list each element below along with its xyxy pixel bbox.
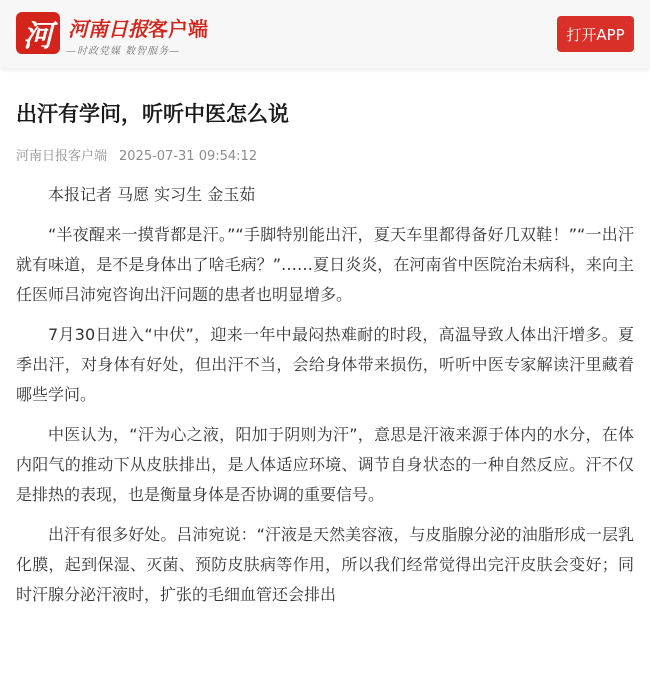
article-paragraph: 出汗有很多好处。吕沛宛说：“汗液是天然美容液，与皮脂腺分泌的油脂形成一层乳化膜，起到保湿、灭菌、预防皮肤病等作用，所以我们经常觉得出完汗皮肤会变好；同时汗腺分泌汗液时，扩张的毛细血管还会排出: [16, 525, 634, 605]
article-byline: 本报记者 马愿 实习生 金玉茹: [48, 185, 256, 205]
article-date: 2025-07-31 09:54:12: [119, 149, 258, 165]
app-header: [0, 0, 650, 68]
henan-daily-logo-icon[interactable]: 河: [16, 12, 60, 54]
article-paragraph: 中医认为，“汗为心之液，阳加于阴则为汗”，意思是汗液来源于体内的水分，在体内阳气的推动下从皮肤排出，是人体适应环境、调节自身状态的一种自然反应。汗不仅是排热的表现，也是衡量身体是否协调的重要信号。: [16, 425, 634, 505]
brand-name-main: 河南日报: [68, 17, 148, 41]
article-paragraph: 7月30日进入“中伏”，迎来一年中最闷热难耐的时段，高温导致人体出汗增多。夏季出汗，对身体有好处，但出汗不当，会给身体带来损伤，听听中医专家解读汗里藏着哪些学问。: [16, 325, 634, 405]
article-source: 河南日报客户端: [16, 149, 108, 165]
brand-name: [68, 13, 208, 42]
open-app-button[interactable]: 打开APP: [557, 16, 634, 52]
brand-name-suffix: 客户端: [148, 17, 208, 41]
article-meta: [16, 145, 634, 164]
article-paragraph: “半夜醒来一摸背都是汗。”“手脚特别能出汗，夏天车里都得备好几双鞋！”“一出汗就有味道，是不是身体出了啥毛病？”……夏日炎炎，在河南省中医院治未病科，来向主任医师吕沛宛咨询出汗问题的患者也明显增多。: [16, 225, 634, 305]
article-title: 出汗有学问，听听中医怎么说: [16, 102, 289, 126]
brand-slogan: —时政党媒 数智服务—: [66, 46, 181, 57]
article: [0, 68, 650, 610]
